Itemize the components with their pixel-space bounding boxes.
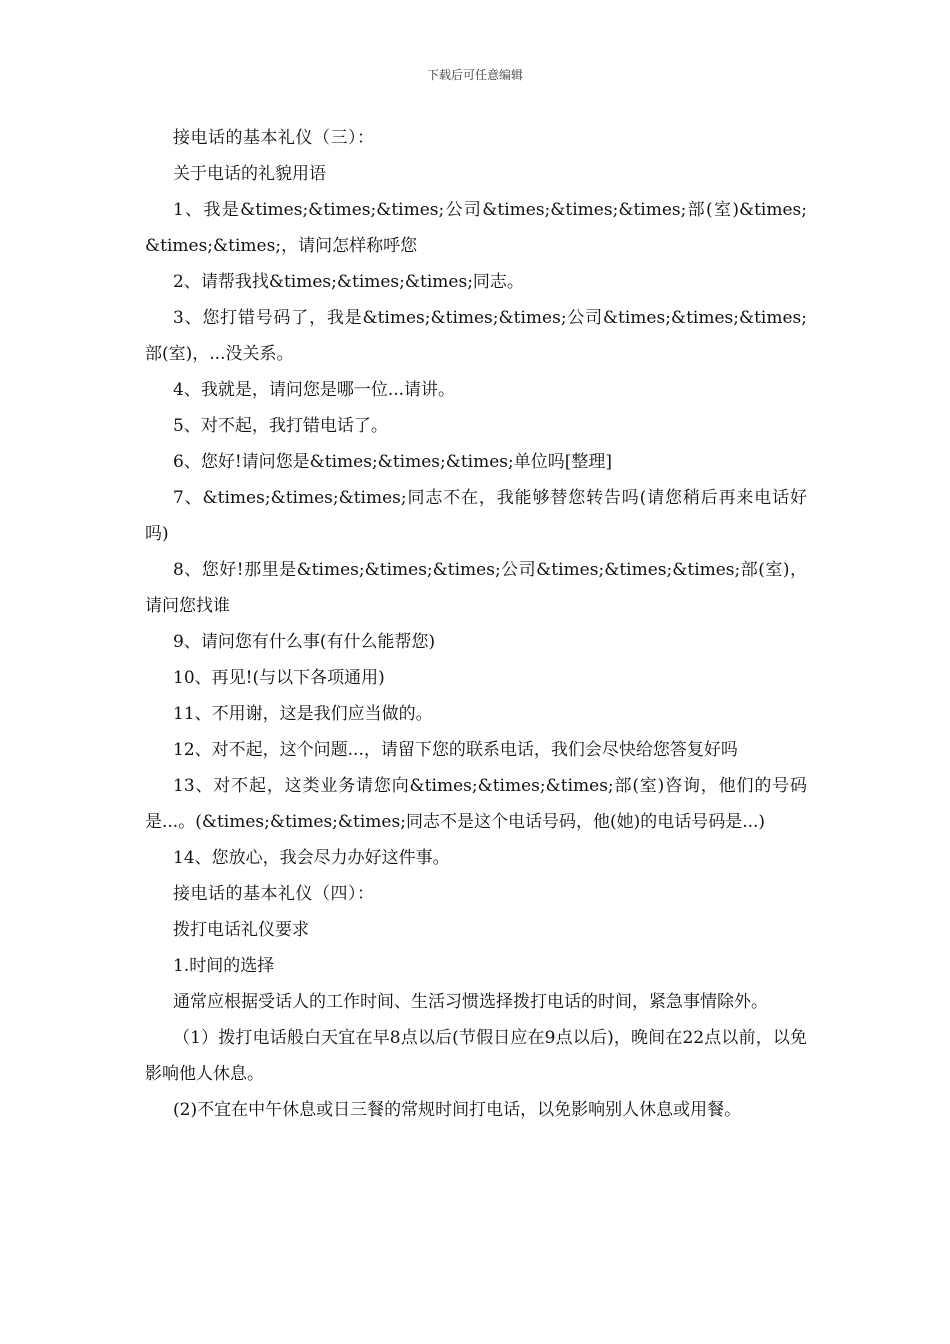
- list-item: 11、不用谢，这是我们应当做的。: [173, 704, 433, 724]
- list-item: 13、对不起，这类业务请您向&times;&times;&times;部(室)咨询，他们的号码是...。(&times;&times;&times;同志不是这个电话号码，他(她)的电话号码是...): [145, 776, 807, 832]
- list-item: 1、我是&times;&times;&times;公司&times;&times;&times;部(室)&times;&times;&times;，请问怎样称呼您: [145, 200, 807, 256]
- subheading: 拨打电话礼仪要求: [173, 920, 309, 940]
- list-item: 14、您放心，我会尽力办好这件事。: [173, 848, 450, 868]
- list-item: 10、再见!(与以下各项通用): [173, 668, 385, 688]
- list-item: 12、对不起，这个问题...，请留下您的联系电话，我们会尽快给您答复好吗: [173, 740, 738, 760]
- list-item: 6、您好!请问您是&times;&times;&times;单位吗[整理]: [173, 452, 613, 472]
- document-body: [145, 120, 807, 1128]
- section-heading: 接电话的基本礼仪（三）：: [173, 128, 375, 148]
- list-item: 9、请问您有什么事(有什么能帮您): [173, 632, 436, 652]
- list-item: 3、您打错号码了，我是&times;&times;&times;公司&times;&times;&times;部(室)，...没关系。: [145, 308, 807, 364]
- section-heading: 接电话的基本礼仪（四）：: [173, 884, 375, 904]
- list-item: 7、&times;&times;&times;同志不在，我能够替您转告吗(请您稍后再来电话好吗): [145, 488, 807, 544]
- list-item: 2、请帮我找&times;&times;&times;同志。: [173, 272, 524, 292]
- list-item: 4、我就是，请问您是哪一位...请讲。: [173, 380, 456, 400]
- subheading: 1.时间的选择: [173, 956, 275, 976]
- subheading: 关于电话的礼貌用语: [173, 164, 326, 184]
- body-paragraph: （1）拨打电话般白天宜在早8点以后(节假日应在9点以后)，晚间在22点以前，以免影响他人休息。: [145, 1028, 807, 1084]
- body-paragraph: (2)不宜在中午休息或日三餐的常规时间打电话，以免影响别人休息或用餐。: [173, 1100, 742, 1120]
- list-item: 5、对不起，我打错电话了。: [173, 416, 388, 436]
- page-header: 下载后可任意编辑: [426, 68, 523, 82]
- list-item: 8、您好!那里是&times;&times;&times;公司&times;&times;&times;部(室)，请问您找谁: [145, 560, 807, 616]
- body-paragraph: 通常应根据受话人的工作时间、生活习惯选择拨打电话的时间，紧急事情除外。: [173, 992, 768, 1012]
